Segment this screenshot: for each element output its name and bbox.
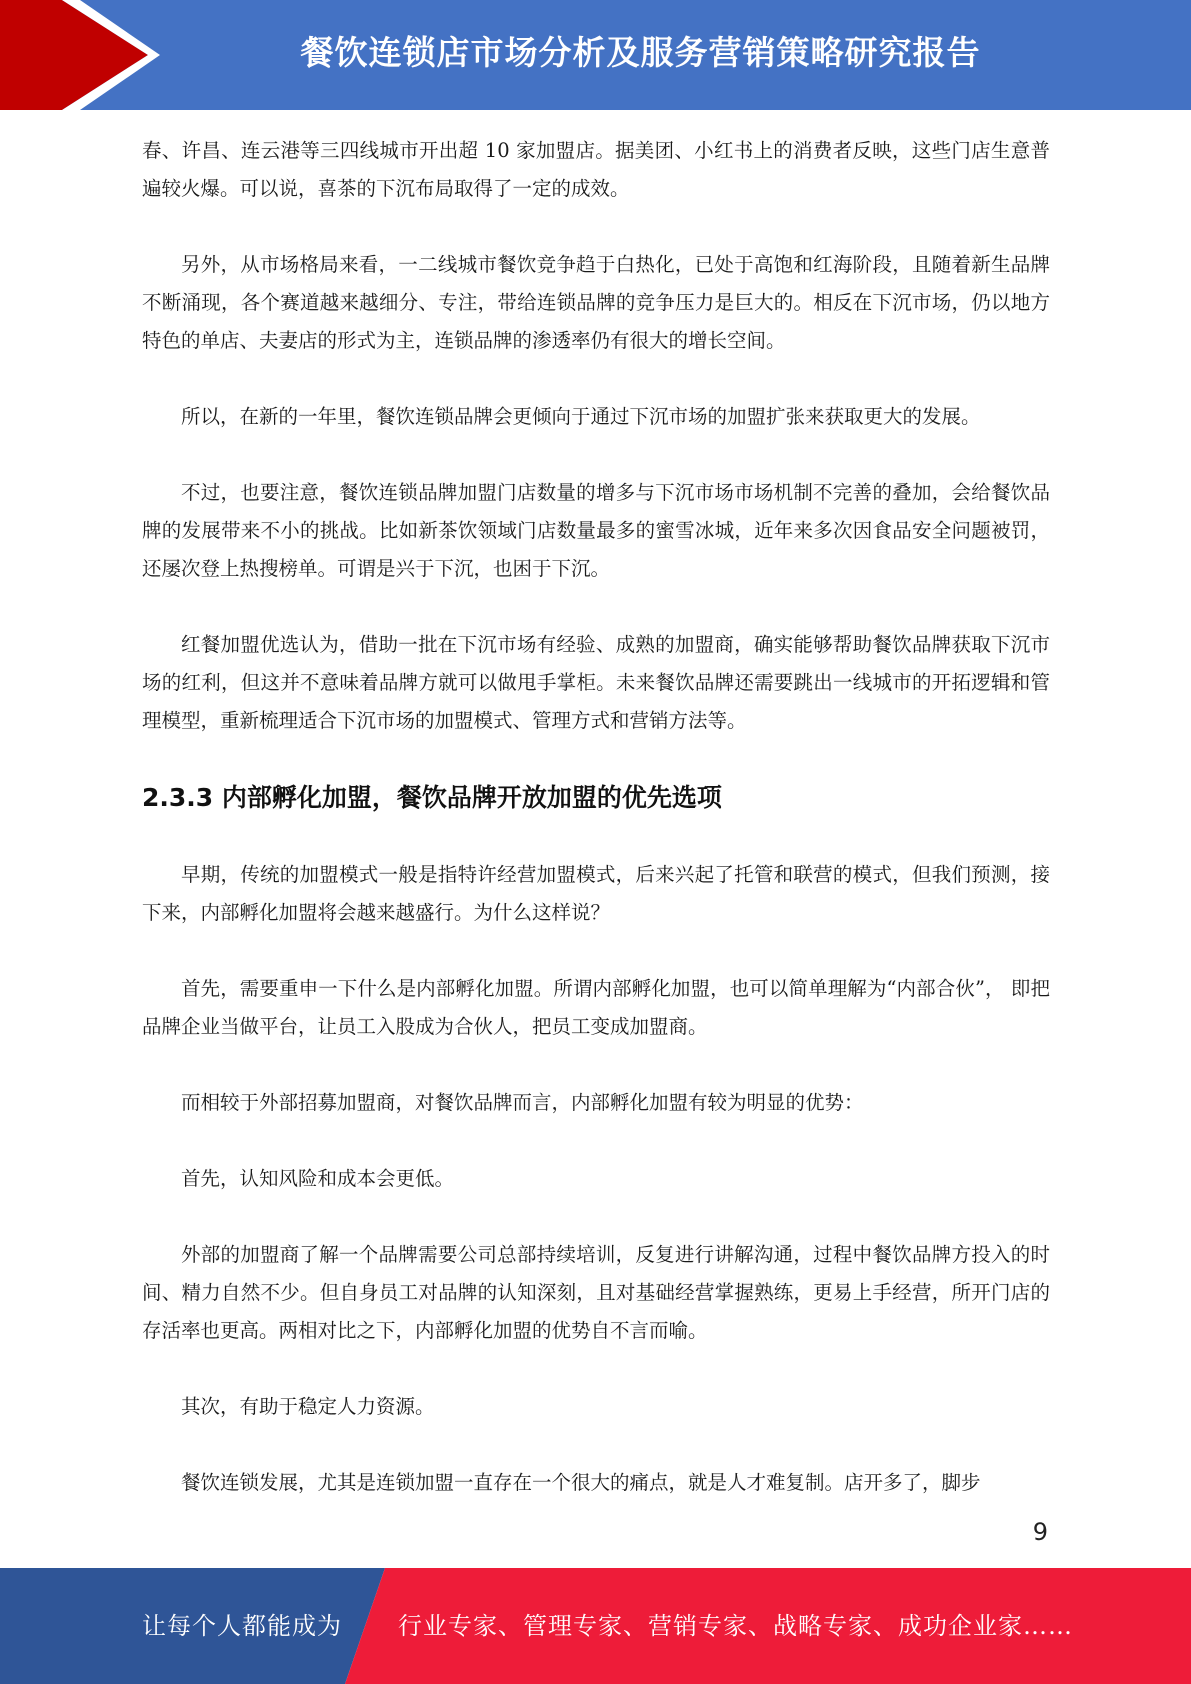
document-title: 餐饮连锁店市场分析及服务营销策略研究报告 [300, 33, 981, 72]
footer-slogan-left: 让每个人都能成为 [142, 1612, 342, 1640]
page-number: 9 [1032, 1518, 1048, 1546]
paragraph: 首先，需要重申一下什么是内部孵化加盟。所谓内部孵化加盟，也可以简单理解为“内部合伙”， 即把品牌企业当做平台，让员工入股成为合伙人，把员工变成加盟商。 [142, 977, 1050, 1038]
footer-slogan-right: 行业专家、管理专家、营销专家、战略专家、成功企业家…… [398, 1612, 1073, 1640]
paragraph: 春、许昌、连云港等三四线城市开出超 10 家加盟店。据美团、小红书上的消费者反映，这些门店生意普遍较火爆。可以说，喜茶的下沉布局取得了一定的成效。 [142, 139, 1050, 200]
paragraph: 而相较于外部招募加盟商，对餐饮品牌而言，内部孵化加盟有较为明显的优势： [181, 1091, 864, 1114]
paragraph: 餐饮连锁发展，尤其是连锁加盟一直存在一个很大的痛点，就是人才难复制。店开多了，脚步 [181, 1471, 981, 1494]
page-header [0, 0, 1191, 110]
paragraph: 早期，传统的加盟模式一般是指特许经营加盟模式，后来兴起了托管和联营的模式，但我们预测，接下来，内部孵化加盟将会越来越盛行。为什么这样说？ [142, 863, 1050, 924]
paragraph: 另外，从市场格局来看，一二线城市餐饮竞争趋于白热化，已处于高饱和红海阶段，且随着新生品牌不断涌现，各个赛道越来越细分、专注，带给连锁品牌的竞争压力是巨大的。相反在下沉市场，仍以地方特色的单店、夫妻店的形式为主，连锁品牌的渗透率仍有很大的增长空间。 [142, 253, 1050, 352]
page-footer [0, 1568, 1191, 1684]
paragraph: 不过，也要注意，餐饮连锁品牌加盟门店数量的增多与下沉市场市场机制不完善的叠加，会给餐饮品牌的发展带来不小的挑战。比如新茶饮领域门店数量最多的蜜雪冰城，近年来多次因食品安全问题被罚，还屡次登上热搜榜单。可谓是兴于下沉，也困于下沉。 [142, 481, 1050, 580]
paragraph: 外部的加盟商了解一个品牌需要公司总部持续培训，反复进行讲解沟通，过程中餐饮品牌方投入的时间、精力自然不少。但自身员工对品牌的认知深刻，且对基础经营掌握熟练，更易上手经营，所开门店的存活率也更高。两相对比之下，内部孵化加盟的优势自不言而喻。 [142, 1243, 1050, 1342]
paragraph: 所以，在新的一年里，餐饮连锁品牌会更倾向于通过下沉市场的加盟扩张来获取更大的发展。 [181, 405, 981, 428]
paragraph: 红餐加盟优选认为，借助一批在下沉市场有经验、成熟的加盟商，确实能够帮助餐饮品牌获取下沉市场的红利，但这并不意味着品牌方就可以做甩手掌柜。未来餐饮品牌还需要跳出一线城市的开拓逻辑和管理模型，重新梳理适合下沉市场的加盟模式、管理方式和营销方法等。 [142, 633, 1050, 732]
paragraph: 其次，有助于稳定人力资源。 [181, 1395, 435, 1418]
page-content [142, 132, 1050, 1540]
section-heading: 2.3.3 内部孵化加盟，餐饮品牌开放加盟的优先选项 [142, 783, 722, 812]
paragraph: 首先，认知风险和成本会更低。 [181, 1167, 455, 1190]
